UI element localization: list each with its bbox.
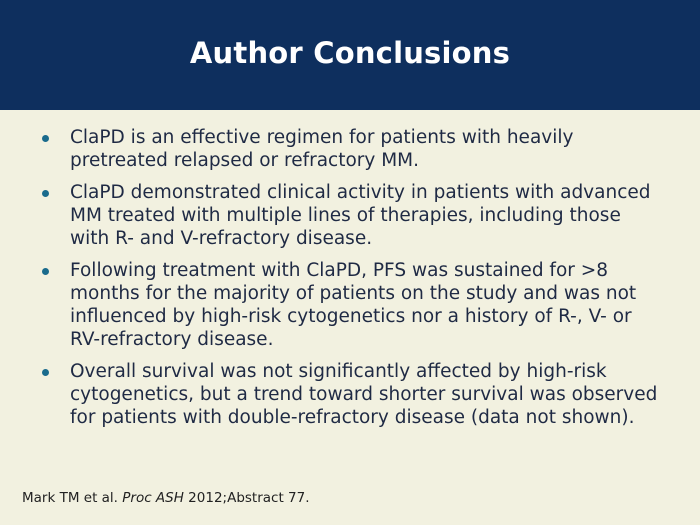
list-item [0, 259, 700, 351]
bullet-text: Following treatment with ClaPD, PFS was sustained for >8 months for the majority of patients on the study and was not influenced by high-risk cytogenetics nor a history of R-, V- or RV-refractory disease. [70, 260, 637, 350]
bullet-text: ClaPD demonstrated clinical activity in patients with advanced MM treated with multiple lines of therapies, including those with R- and V-refractory disease. [70, 182, 651, 249]
bullet-text: ClaPD is an effective regimen for patients with heavily pretreated relapsed or refractory MM. [70, 127, 574, 171]
bullet-text: Overall survival was not significantly affected by high-risk cytogenetics, but a trend toward shorter survival was observed for patients with double-refractory disease (data not shown). [70, 361, 658, 428]
list-item [0, 181, 700, 250]
list-item [0, 360, 700, 429]
bullet-dot-icon [42, 190, 49, 197]
conclusions-list [0, 126, 700, 438]
title-bar [0, 0, 700, 110]
slide-title: Author Conclusions [189, 36, 511, 70]
bullet-dot-icon [42, 135, 49, 142]
footnote-citation: 2012;Abstract 77. [183, 490, 310, 506]
bullet-dot-icon [42, 268, 49, 275]
reference-footnote [22, 490, 310, 506]
list-item [0, 126, 700, 172]
bullet-dot-icon [42, 369, 49, 376]
footnote-authors: Mark TM et al. [22, 490, 123, 506]
footnote-journal: Proc ASH [122, 490, 184, 506]
